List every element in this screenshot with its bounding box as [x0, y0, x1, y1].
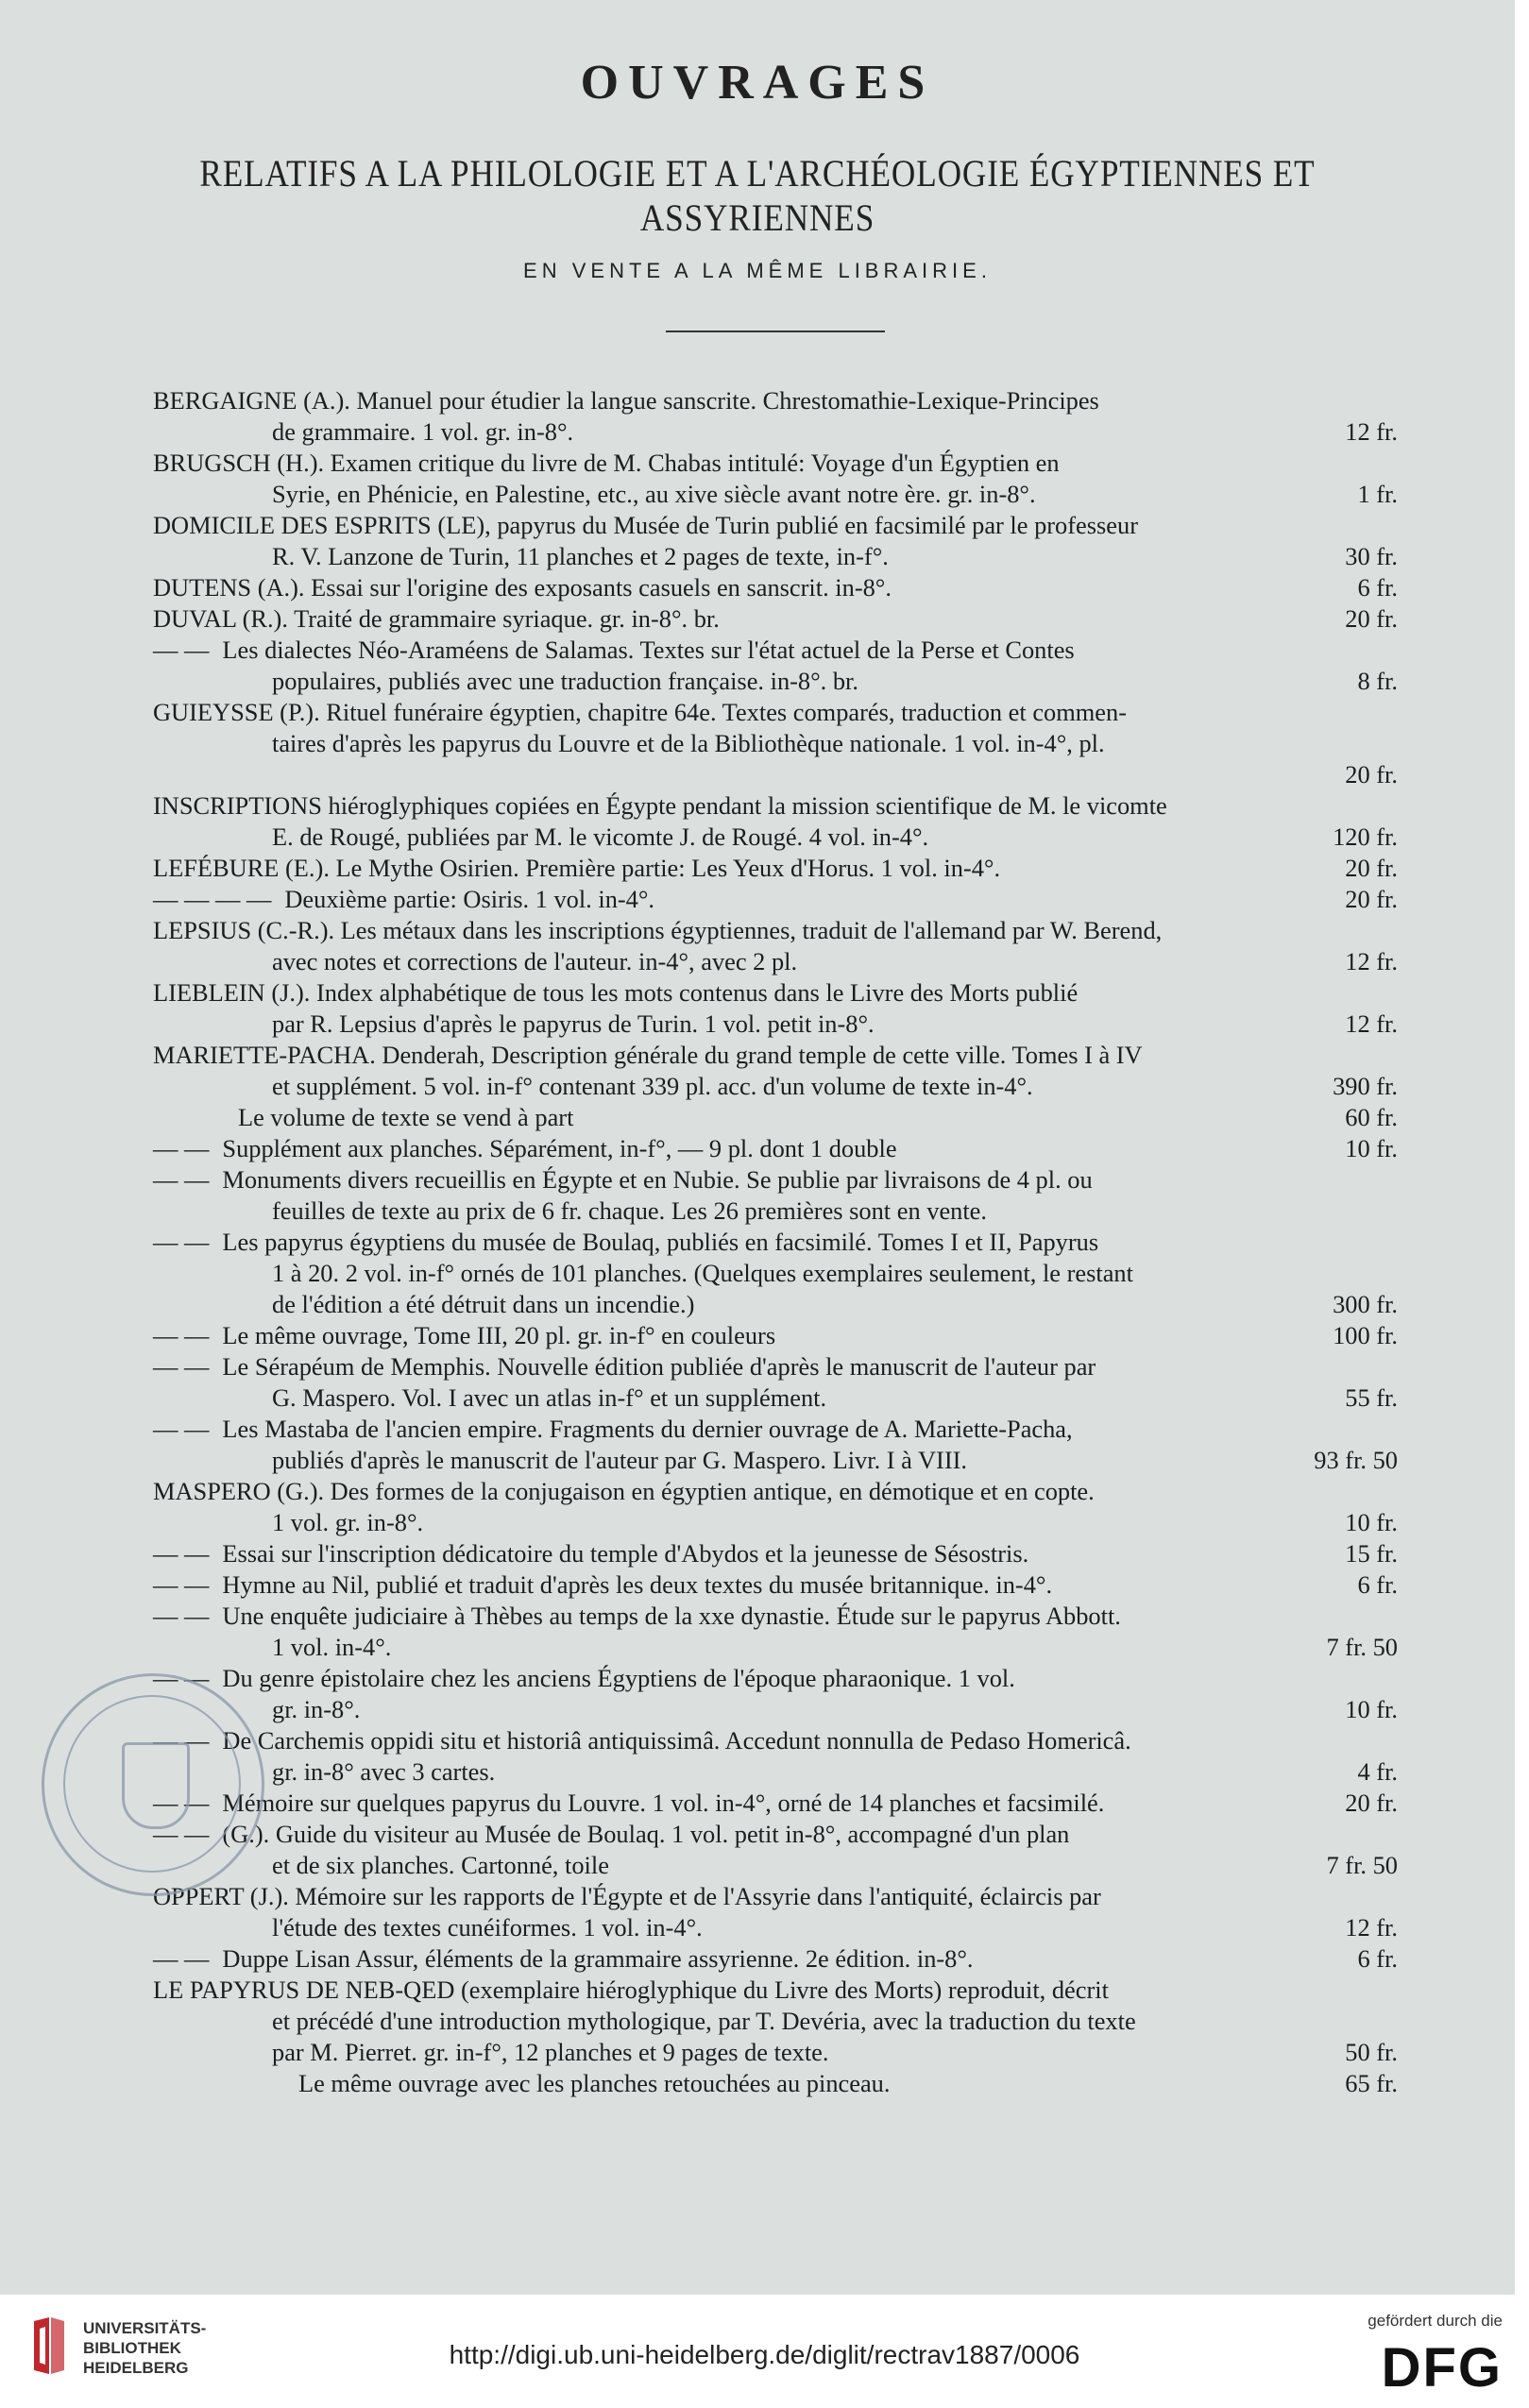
entry-price: 60 fr.: [1345, 1103, 1398, 1131]
entry-description: E. de Rougé, publiées par M. le vicomte J. de Rougé. 4 vol. in-4°.: [272, 822, 929, 851]
entry-description: Le même ouvrage, Tome III, 20 pl. gr. in-f° en couleurs: [222, 1321, 776, 1349]
entry-line: [153, 977, 1398, 1009]
entry-text: [272, 2006, 1136, 2037]
entry-continuation-line: [153, 1850, 1398, 1881]
entry-text: [153, 1569, 1052, 1601]
entry-price: 390 fr.: [1333, 1072, 1398, 1100]
entry-line: [153, 1164, 1398, 1196]
ditto-dash: — —: [153, 1944, 210, 1973]
entry-line: [153, 1943, 1398, 1975]
entry-text: [272, 822, 928, 853]
entry-price: 120 fr.: [1333, 822, 1398, 851]
entry-text: [153, 1133, 897, 1164]
entry-line: [153, 1227, 1398, 1258]
entry-text: [153, 1476, 1095, 1507]
entry-continuation-line: [153, 1694, 1398, 1725]
ditto-dash: — —: [153, 1570, 210, 1599]
entry-price: 12 fr.: [1345, 1009, 1398, 1038]
catalogue-entry: [153, 1569, 1398, 1601]
entry-continuation-line: [153, 1507, 1398, 1538]
entry-line: [153, 884, 1398, 915]
catalogue-entry: [153, 1601, 1398, 1663]
entry-text: [272, 1289, 694, 1320]
dfg-logo: DFG: [1381, 2337, 1503, 2399]
entry-continuation-line: [153, 541, 1398, 572]
entry-description: et supplément. 5 vol. in-f° contenant 339 pl. acc. d'un volume de texte in-4°.: [272, 1072, 1033, 1100]
entry-price: 10 fr.: [1345, 1134, 1398, 1162]
entry-text: [272, 1009, 875, 1040]
entry-description: DUTENS (A.). Essai sur l'origine des exposants casuels en sanscrit. in-8°.: [153, 573, 892, 602]
entry-description: LE PAPYRUS DE NEB-QED (exemplaire hiéroglyphique du Livre des Morts) reproduit, décrit: [153, 1976, 1109, 2004]
entry-text: [153, 1414, 1073, 1445]
divider-rule: [666, 331, 885, 332]
entry-continuation-line: [153, 1382, 1398, 1414]
page-tagline: EN VENTE A LA MÊME LIBRAIRIE.: [523, 259, 992, 282]
catalogue-entry: [153, 1040, 1398, 1133]
entry-description: Le même ouvrage avec les planches retouchées au pinceau.: [298, 2069, 891, 2097]
entry-continuation-line: [153, 1289, 1398, 1320]
entry-description: G. Maspero. Vol. I avec un atlas in-f° et un supplément.: [272, 1383, 827, 1412]
entry-line: [153, 1414, 1398, 1445]
catalogue-entry: [153, 790, 1398, 853]
entry-text: [153, 572, 892, 603]
entry-line: [153, 603, 1398, 635]
entry-price: 1 fr.: [1357, 480, 1398, 508]
entry-description: par M. Pierret. gr. in-f°, 12 planches et 9 pages de texte.: [272, 2038, 829, 2066]
entry-text: [153, 1819, 1069, 1850]
entry-price: 50 fr.: [1345, 2038, 1398, 2066]
entry-description: gr. in-8°.: [272, 1695, 361, 1723]
catalogue-entry: [153, 1943, 1398, 1975]
catalogue-entry: [153, 853, 1398, 884]
entry-line: [153, 697, 1398, 728]
page-subtitle: RELATIFS A LA PHILOLOGIE ET A L'ARCHÉOLOGIE ÉGYPTIENNES ET ASSYRIENNES: [199, 152, 1316, 239]
ditto-dash: — —: [153, 636, 210, 664]
entry-description: (G.). Guide du visiteur au Musée de Boulaq. 1 vol. petit in-8°, accompagné d'un plan: [222, 1820, 1070, 1848]
entry-text: [153, 1725, 1131, 1756]
entry-price: 7 fr. 50: [1326, 1633, 1398, 1661]
entry-description: Syrie, en Phénicie, en Palestine, etc., au xive siècle avant notre ère. gr. in-8°.: [272, 480, 1036, 508]
entry-description: Deuxième partie: Osiris. 1 vol. in-4°.: [284, 885, 655, 913]
entry-line: [153, 1601, 1398, 1632]
entry-description: DOMICILE DES ESPRITS (LE), papyrus du Musée de Turin publié en facsimilé par le professeur: [153, 511, 1138, 539]
ditto-dash: — —: [153, 1415, 210, 1443]
entry-price: 20 fr.: [1345, 1789, 1398, 1817]
entry-description: et de six planches. Cartonné, toile: [272, 1851, 609, 1879]
entry-description: Une enquête judiciaire à Thèbes au temps de la xxe dynastie. Étude sur le papyrus Abbott.: [222, 1602, 1121, 1630]
entry-description: Mémoire sur quelques papyrus du Louvre. 1 vol. in-4°, orné de 14 planches et facsimilé.: [222, 1789, 1105, 1817]
entry-description: LIEBLEIN (J.). Index alphabétique de tous les mots contenus dans le Livre des Morts publié: [153, 978, 1079, 1007]
entry-line: [153, 1881, 1398, 1912]
funded-by-label: gefördert durch die: [1368, 2312, 1503, 2330]
entry-line: [153, 572, 1398, 603]
ditto-dash: — —: [153, 1352, 210, 1381]
entry-line: [153, 1819, 1398, 1850]
entry-price: 6 fr.: [1357, 573, 1398, 602]
entry-price: 4 fr.: [1357, 1757, 1398, 1786]
entry-continuation-line: [153, 728, 1398, 759]
entry-description: GUIEYSSE (P.). Rituel funéraire égyptien, chapitre 64e. Textes comparés, traduction et commen-: [153, 698, 1127, 726]
entry-continuation-line: [153, 2006, 1398, 2037]
entry-price: 55 fr.: [1345, 1383, 1398, 1412]
entry-text: [153, 853, 1000, 884]
entry-line: [153, 1569, 1398, 1601]
entry-description: populaires, publiés avec une traduction française. in-8°. br.: [272, 667, 858, 695]
catalogue-entry: [153, 1164, 1398, 1227]
entry-price: 30 fr.: [1345, 542, 1398, 570]
entry-description: 1 à 20. 2 vol. in-f° ornés de 101 planches. (Quelques exemplaires seulement, le restant: [272, 1259, 1133, 1287]
entry-line: [153, 635, 1398, 666]
ditto-dash: — —: [153, 1664, 210, 1692]
entry-description: Monuments divers recueillis en Égypte et en Nubie. Se publie par livraisons de 4 pl. ou: [222, 1165, 1093, 1194]
catalogue-entry: [153, 697, 1398, 790]
entry-text: [153, 1881, 1101, 1912]
entry-continuation-line: [153, 822, 1398, 853]
entry-description: avec notes et corrections de l'auteur. in-4°, avec 2 pl.: [272, 947, 798, 975]
entry-text: [272, 1382, 826, 1414]
entry-description: LEFÉBURE (E.). Le Mythe Osirien. Première partie: Les Yeux d'Horus. 1 vol. in-4°.: [153, 854, 1001, 882]
entry-text: [272, 541, 889, 572]
catalogue-entry: [153, 1320, 1398, 1351]
entry-description: R. V. Lanzone de Turin, 11 planches et 2 pages de texte, in-f°.: [272, 542, 889, 570]
catalogue-entry: [153, 510, 1398, 572]
catalogue-entry: [153, 1788, 1398, 1819]
entry-price: 93 fr. 50: [1314, 1446, 1398, 1474]
entry-price: 15 fr.: [1345, 1539, 1398, 1568]
ditto-dash: — — — —: [153, 885, 272, 913]
entry-description: de l'édition a été détruit dans un incendie.): [272, 1290, 695, 1318]
entry-price: 100 fr.: [1333, 1321, 1398, 1349]
entry-text: [153, 977, 1078, 1009]
entry-price: 8 fr.: [1357, 667, 1398, 695]
entry-line: [153, 1538, 1398, 1569]
catalogue-entry: [153, 572, 1398, 603]
catalogue-entry: [153, 1227, 1398, 1320]
ditto-dash: — —: [153, 1228, 210, 1256]
catalogue-entry: [153, 1538, 1398, 1569]
entry-line: [153, 510, 1398, 541]
entry-price: 6 fr.: [1357, 1570, 1398, 1599]
catalogue-entry: [153, 1133, 1398, 1164]
entry-text: [153, 790, 1167, 822]
entry-description: Les dialectes Néo-Araméens de Salamas. Textes sur l'état actuel de la Perse et Contes: [222, 636, 1075, 664]
entry-line: [153, 1351, 1398, 1382]
entry-text: [272, 2037, 829, 2068]
entry-line: [153, 790, 1398, 822]
entry-text: [153, 635, 1075, 666]
catalogue-entry: [153, 1476, 1398, 1538]
entry-description: l'étude des textes cunéiformes. 1 vol. in-4°.: [272, 1913, 703, 1942]
entry-text: [272, 1632, 391, 1663]
entry-description: Supplément aux planches. Séparément, in-f°, — 9 pl. dont 1 double: [222, 1134, 897, 1162]
entry-text: [153, 1538, 1028, 1569]
ditto-dash: — —: [153, 1789, 210, 1817]
entry-text: [153, 1943, 974, 1975]
entry-line: [153, 853, 1398, 884]
entry-description: Essai sur l'inscription dédicatoire du temple d'Abydos et la jeunesse de Sésostris.: [222, 1539, 1029, 1568]
entry-line: [153, 915, 1398, 946]
entry-description: OPPERT (J.). Mémoire sur les rapports de l'Égypte et de l'Assyrie dans l'antiquité, éclaircis par: [153, 1882, 1101, 1910]
entry-line: [153, 1725, 1398, 1756]
entry-description: gr. in-8° avec 3 cartes.: [272, 1757, 496, 1786]
entry-description: Le Sérapéum de Memphis. Nouvelle édition publiée d'après le manuscrit de l'auteur par: [222, 1352, 1096, 1381]
entry-price: 10 fr.: [1345, 1508, 1398, 1536]
entry-text: [153, 1663, 1015, 1694]
entry-text: [272, 479, 1036, 510]
entry-continuation-line: [153, 416, 1398, 448]
library-name: UNIVERSITÄTS- BIBLIOTHEK HEIDELBERG: [83, 2319, 207, 2377]
entry-continuation-line: [153, 479, 1398, 510]
entry-text: [153, 884, 654, 915]
entry-text: [272, 666, 858, 697]
entry-continuation-line: [153, 2037, 1398, 2068]
entry-text: [272, 1756, 495, 1788]
entry-continuation-line: [153, 1912, 1398, 1943]
catalogue-entry: [153, 385, 1398, 448]
entry-description: MASPERO (G.). Des formes de la conjugaison en égyptien antique, en démotique et en copte.: [153, 1477, 1095, 1505]
entry-text: [153, 1040, 1143, 1071]
entry-text: [153, 1601, 1121, 1632]
catalogue-entry: [153, 448, 1398, 510]
entry-text: [272, 1850, 609, 1881]
entry-text: [153, 603, 720, 635]
entry-text: [153, 1788, 1104, 1819]
entry-text: [272, 1445, 967, 1476]
entry-continuation-line: [153, 1632, 1398, 1663]
catalogue-entry: [153, 915, 1398, 977]
catalogue-entry: [153, 1975, 1398, 2099]
entry-text: [272, 1694, 360, 1725]
catalogue-entry: [153, 884, 1398, 915]
entry-continuation-line: [153, 946, 1398, 977]
entry-price: 20 fr.: [1345, 604, 1398, 633]
entry-description: 1 vol. in-4°.: [272, 1633, 392, 1661]
entry-line: [153, 448, 1398, 479]
entry-description: BRUGSCH (H.). Examen critique du livre de M. Chabas intitulé: Voyage d'un Égyptien en: [153, 449, 1060, 477]
entry-line: [153, 1975, 1398, 2006]
entry-description: Les papyrus égyptiens du musée de Boulaq, publiés en facsimilé. Tomes I et II, Papyrus: [222, 1228, 1099, 1256]
entry-description: Les Mastaba de l'ancien empire. Fragments du dernier ouvrage de A. Mariette-Pacha,: [222, 1415, 1073, 1443]
library-stamp: [42, 1673, 264, 1896]
entry-text: [153, 1320, 775, 1351]
entry-text: [153, 385, 1099, 416]
entry-description: publiés d'après le manuscrit de l'auteur par G. Maspero. Livr. I à VIII.: [272, 1446, 967, 1474]
entry-description: de grammaire. 1 vol. gr. in-8°.: [272, 417, 574, 446]
permalink-url[interactable]: http://digi.ub.uni-heidelberg.de/diglit/rectrav1887/0006: [449, 2340, 1080, 2369]
entry-line: [153, 1663, 1398, 1694]
entry-description: et précédé d'une introduction mythologique, par T. Devéria, avec la traduction du texte: [272, 2007, 1136, 2035]
entry-description: DUVAL (R.). Traité de grammaire syriaque. gr. in-8°. br.: [153, 604, 720, 633]
entry-text: [298, 2068, 890, 2099]
entry-description: INSCRIPTIONS hiéroglyphiques copiées en Égypte pendant la mission scientifique de M. le vicomte: [153, 791, 1167, 820]
catalogue-entry: [153, 1881, 1398, 1943]
stamp-crest-icon: [122, 1742, 190, 1829]
ditto-dash: — —: [153, 1726, 210, 1755]
entry-text: [153, 697, 1127, 728]
ditto-dash: — —: [153, 1602, 210, 1630]
entry-price: 300 fr.: [1333, 1290, 1398, 1318]
entry-text: [238, 1102, 573, 1133]
entry-text: [153, 1351, 1096, 1382]
entry-line: [153, 385, 1398, 416]
entry-continuation-line: [153, 1196, 1398, 1227]
entry-text: [153, 915, 1162, 946]
entry-text: [272, 946, 797, 977]
entry-continuation-line: [153, 759, 1398, 790]
entry-line: [153, 1320, 1398, 1351]
catalogue-entry: [153, 1351, 1398, 1414]
catalogue-entry: [153, 603, 1398, 635]
entry-description: taires d'après les papyrus du Louvre et de la Bibliothèque nationale. 1 vol. in-4°, pl.: [272, 729, 1105, 757]
entry-text: [272, 1912, 703, 1943]
entry-line: [153, 1788, 1398, 1819]
entry-description: Le volume de texte se vend à part: [238, 1103, 574, 1131]
entry-text: [153, 1975, 1109, 2006]
entry-price: 20 fr.: [1345, 854, 1398, 882]
entry-price: 20 fr.: [1345, 760, 1398, 789]
entry-continuation-line: [153, 1071, 1398, 1102]
entry-text: [153, 1164, 1093, 1196]
entry-text: [153, 510, 1138, 541]
entry-text: [272, 1507, 423, 1538]
entry-text: [153, 448, 1060, 479]
entry-continuation-line: [153, 1258, 1398, 1289]
entry-line: [153, 1040, 1398, 1071]
ditto-dash: — —: [153, 1165, 210, 1194]
entry-text: [272, 1196, 987, 1227]
entry-continuation-line: [153, 1102, 1398, 1133]
entry-continuation-line: [153, 1445, 1398, 1476]
entry-continuation-line: [153, 2068, 1398, 2099]
entry-text: [272, 1258, 1133, 1289]
entry-price: 12 fr.: [1345, 417, 1398, 446]
entry-line: [153, 1133, 1398, 1164]
catalogue-entry: [153, 635, 1398, 697]
entry-text: [272, 728, 1105, 759]
ditto-dash: — —: [153, 1539, 210, 1568]
entry-description: MARIETTE-PACHA. Denderah, Description générale du grand temple de cette ville. Tomes I à IV: [153, 1041, 1143, 1069]
entry-line: [153, 1476, 1398, 1507]
entry-price: 7 fr. 50: [1326, 1851, 1398, 1879]
entry-price: 12 fr.: [1345, 947, 1398, 975]
entry-price: 10 fr.: [1345, 1695, 1398, 1723]
entry-description: Du genre épistolaire chez les anciens Égyptiens de l'époque pharaonique. 1 vol.: [222, 1664, 1015, 1692]
entry-continuation-line: [153, 666, 1398, 697]
catalogue-entry: [153, 1663, 1398, 1725]
catalogue-list: [153, 385, 1398, 2099]
entry-description: feuilles de texte au prix de 6 fr. chaque. Les 26 premières sont en vente.: [272, 1196, 987, 1225]
entry-price: 65 fr.: [1345, 2069, 1398, 2097]
catalogue-entry: [153, 1819, 1398, 1881]
entry-price: 20 fr.: [1345, 885, 1398, 913]
entry-description: par R. Lepsius d'après le papyrus de Turin. 1 vol. petit in-8°.: [272, 1009, 875, 1038]
ditto-dash: — —: [153, 1134, 210, 1162]
catalogue-entry: [153, 1725, 1398, 1788]
entry-text: [272, 1071, 1033, 1102]
catalogue-entry: [153, 977, 1398, 1040]
entry-continuation-line: [153, 1009, 1398, 1040]
catalogue-entry: [153, 1414, 1398, 1476]
entry-description: Hymne au Nil, publié et traduit d'après les deux textes du musée britannique. in-4°.: [222, 1570, 1053, 1599]
entry-price: 6 fr.: [1357, 1944, 1398, 1973]
entry-text: [272, 416, 573, 448]
page-title: OUVRAGES: [580, 56, 935, 110]
entry-description: 1 vol. gr. in-8°.: [272, 1508, 424, 1536]
entry-continuation-line: [153, 1756, 1398, 1788]
entry-price: 12 fr.: [1345, 1913, 1398, 1942]
entry-text: [153, 1227, 1098, 1258]
entry-description: BERGAIGNE (A.). Manuel pour étudier la langue sanscrite. Chrestomathie-Lexique-Principes: [153, 386, 1099, 415]
entry-description: Duppe Lisan Assur, éléments de la grammaire assyrienne. 2e édition. in-8°.: [222, 1944, 974, 1973]
ditto-dash: — —: [153, 1321, 210, 1349]
entry-description: De Carchemis oppidi situ et historiâ antiquissimâ. Accedunt nonnulla de Pedaso Homericâ.: [222, 1726, 1131, 1755]
entry-description: LEPSIUS (C.-R.). Les métaux dans les inscriptions égyptiennes, traduit de l'allemand par W. Berend,: [153, 916, 1163, 944]
ditto-dash: — —: [153, 1820, 210, 1848]
